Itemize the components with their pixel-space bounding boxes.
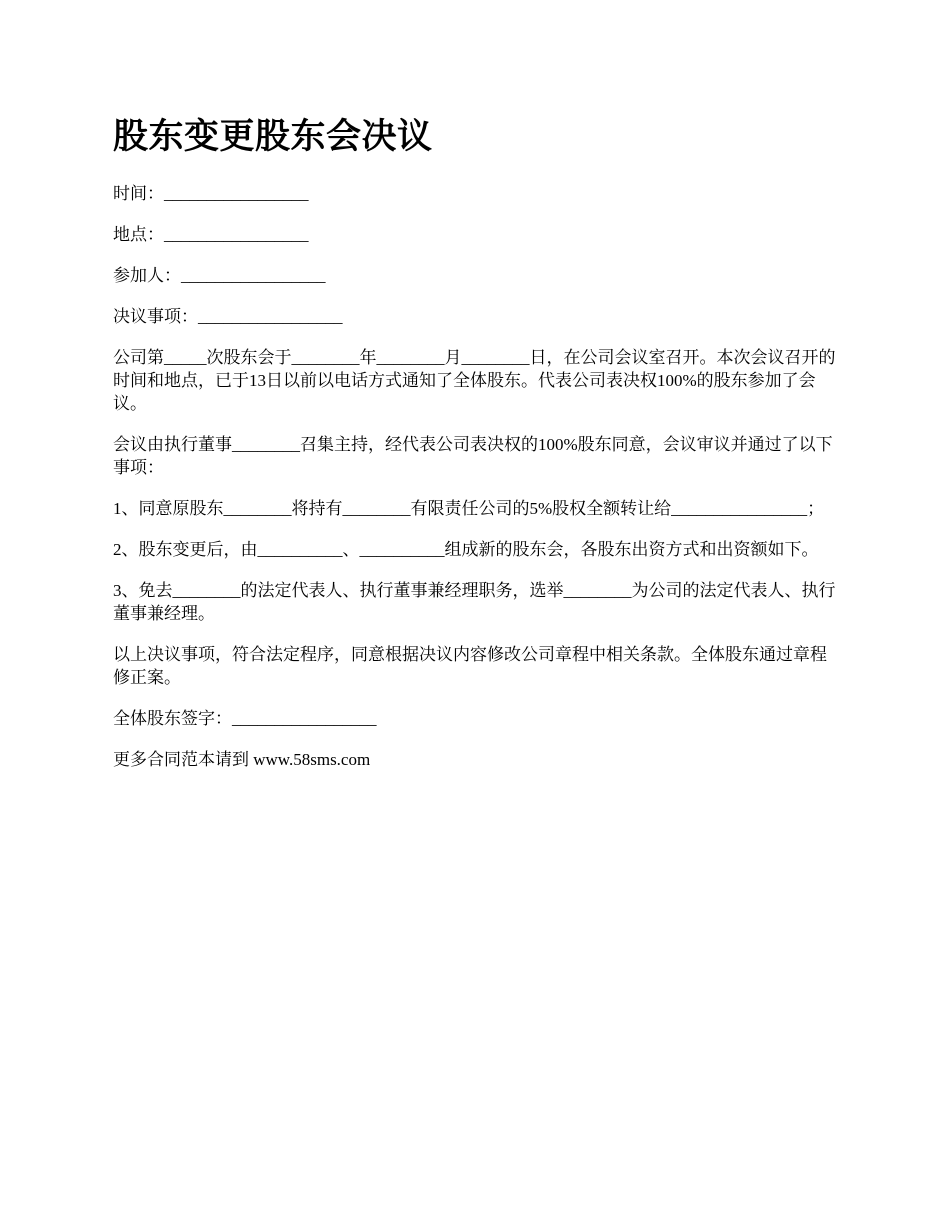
- meeting-intro-paragraph: 公司第_____次股东会于________年________月________日，在公司会议室召开。本次会议召开的时间和地点，已于13日以前以电话方式通知了全体股东。代表公司表决权100%的股东参加了会议。: [113, 348, 836, 413]
- meeting-place-line: 地点：_________________: [113, 225, 309, 244]
- document-title: 股东变更股东会决议: [113, 117, 433, 156]
- document-page: [113, 112, 843, 789]
- attendees-line: 参加人：_________________: [113, 266, 326, 285]
- resolution-item-1: 1、同意原股东________将持有________有限责任公司的5%股权全额转让给________________；: [113, 499, 825, 518]
- footer-link-text: 更多合同范本请到 www.58sms.com: [113, 750, 371, 769]
- closing-paragraph: 以上决议事项，符合法定程序，同意根据决议内容修改公司章程中相关条款。全体股东通过章程修正案。: [113, 645, 827, 687]
- resolution-items-line: 决议事项：_________________: [113, 307, 343, 326]
- resolution-item-2: 2、股东变更后，由__________、__________组成新的股东会，各股东出资方式和出资额如下。: [113, 540, 819, 559]
- meeting-chair-paragraph: 会议由执行董事________召集主持，经代表公司表决权的100%股东同意，会议审议并通过了以下事项：: [113, 435, 833, 477]
- meeting-time-line: 时间：_________________: [113, 184, 309, 203]
- signature-line: 全体股东签字：_________________: [113, 709, 377, 728]
- resolution-item-3: 3、免去________的法定代表人、执行董事兼经理职务，选举________为公司的法定代表人、执行董事兼经理。: [113, 581, 836, 623]
